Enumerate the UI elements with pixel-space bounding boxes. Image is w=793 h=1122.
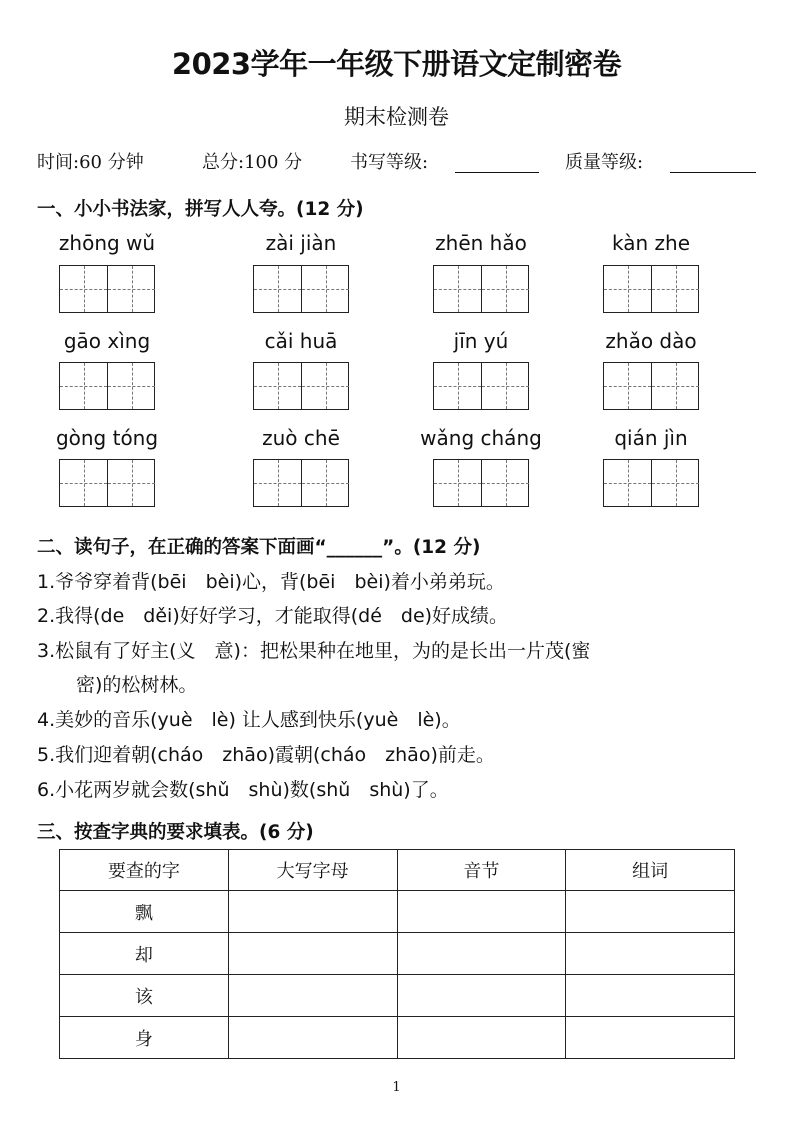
tianzige-box bbox=[603, 459, 699, 507]
quality-grade-blank[interactable] bbox=[670, 148, 756, 173]
table-row bbox=[60, 933, 735, 975]
character-writing-cell[interactable] bbox=[481, 266, 529, 312]
page-title: 2023学年一年级下册语文定制密卷 bbox=[171, 47, 622, 81]
sentence-6: 6.小花两岁就会数(shǔ shù)数(shǔ shù)了。 bbox=[37, 779, 449, 801]
section2-title: 二、读句子，在正确的答案下面画“______”。(12 分) bbox=[37, 537, 481, 558]
pinyin-label: zhēn hǎo bbox=[435, 231, 527, 255]
character-writing-cell[interactable] bbox=[301, 363, 349, 409]
character-writing-cell[interactable] bbox=[604, 266, 651, 312]
tianzige-box bbox=[433, 265, 529, 313]
table-row bbox=[60, 1017, 735, 1059]
pinyin-label: wǎng cháng bbox=[420, 426, 542, 450]
character-writing-cell[interactable] bbox=[107, 460, 155, 506]
table-row bbox=[60, 975, 735, 1017]
sentence-1: 1.爷爷穿着背(bēi bèi)心，背(bēi bèi)着小弟弟玩。 bbox=[37, 571, 505, 593]
answer-cell[interactable] bbox=[397, 891, 566, 933]
answer-cell[interactable] bbox=[566, 1017, 735, 1059]
character-writing-cell[interactable] bbox=[481, 460, 529, 506]
sentence-3-continued: 密)的松树林。 bbox=[76, 674, 198, 696]
dictionary-table bbox=[59, 849, 735, 1059]
character-writing-cell[interactable] bbox=[434, 460, 481, 506]
answer-cell[interactable] bbox=[566, 933, 735, 975]
character-writing-cell[interactable] bbox=[254, 266, 301, 312]
answer-cell[interactable] bbox=[228, 891, 397, 933]
answer-cell[interactable] bbox=[228, 975, 397, 1017]
column-header: 组词 bbox=[566, 850, 735, 891]
pinyin-label: gāo xìng bbox=[63, 329, 151, 353]
character-writing-cell[interactable] bbox=[651, 266, 699, 312]
tianzige-box bbox=[433, 459, 529, 507]
pinyin-label: zài jiàn bbox=[265, 231, 337, 255]
tianzige-box bbox=[253, 362, 349, 410]
character-writing-cell[interactable] bbox=[434, 363, 481, 409]
answer-cell[interactable] bbox=[397, 933, 566, 975]
pinyin-label: qián jìn bbox=[614, 426, 688, 450]
answer-cell[interactable] bbox=[397, 1017, 566, 1059]
tianzige-box bbox=[59, 459, 155, 507]
character-writing-cell[interactable] bbox=[301, 460, 349, 506]
section1-title: 一、小小书法家，拼写人人夸。(12 分) bbox=[37, 199, 364, 220]
page-subtitle: 期末检测卷 bbox=[344, 105, 449, 129]
answer-cell[interactable] bbox=[566, 975, 735, 1017]
sentence-3: 3.松鼠有了好主(义 意)：把松果种在地里，为的是长出一片茂(蜜 bbox=[37, 640, 591, 662]
sentence-4: 4.美妙的音乐(yuè lè) 让人感到快乐(yuè lè)。 bbox=[37, 709, 461, 731]
writing-grade-blank[interactable] bbox=[455, 148, 539, 173]
character-writing-cell[interactable] bbox=[651, 460, 699, 506]
character-cell: 该 bbox=[60, 975, 229, 1017]
character-writing-cell[interactable] bbox=[651, 363, 699, 409]
tianzige-box bbox=[603, 265, 699, 313]
tianzige-box bbox=[59, 265, 155, 313]
quality-grade-label: 质量等级: bbox=[565, 152, 644, 173]
column-header: 要查的字 bbox=[60, 850, 229, 891]
pinyin-label: zhōng wǔ bbox=[58, 231, 156, 255]
answer-cell[interactable] bbox=[228, 933, 397, 975]
answer-cell[interactable] bbox=[397, 975, 566, 1017]
character-writing-cell[interactable] bbox=[604, 363, 651, 409]
character-writing-cell[interactable] bbox=[254, 460, 301, 506]
character-writing-cell[interactable] bbox=[434, 266, 481, 312]
sentence-5: 5.我们迎着朝(cháo zhāo)霞朝(cháo zhāo)前走。 bbox=[37, 744, 495, 766]
tianzige-box bbox=[253, 265, 349, 313]
table-header-row bbox=[60, 850, 735, 891]
page-number: 1 bbox=[392, 1080, 401, 1095]
tianzige-box bbox=[253, 459, 349, 507]
character-writing-cell[interactable] bbox=[481, 363, 529, 409]
character-cell: 身 bbox=[60, 1017, 229, 1059]
tianzige-box bbox=[433, 362, 529, 410]
column-header: 音节 bbox=[397, 850, 566, 891]
character-writing-cell[interactable] bbox=[107, 266, 155, 312]
pinyin-label: gòng tóng bbox=[55, 426, 159, 450]
character-cell: 飘 bbox=[60, 891, 229, 933]
section3-title: 三、按查字典的要求填表。(6 分) bbox=[37, 822, 314, 843]
character-writing-cell[interactable] bbox=[60, 266, 107, 312]
answer-cell[interactable] bbox=[228, 1017, 397, 1059]
table-row bbox=[60, 891, 735, 933]
character-writing-cell[interactable] bbox=[254, 363, 301, 409]
answer-cell[interactable] bbox=[566, 891, 735, 933]
pinyin-label: zuò chē bbox=[262, 426, 340, 450]
character-writing-cell[interactable] bbox=[60, 363, 107, 409]
pinyin-label: cǎi huā bbox=[264, 329, 338, 353]
tianzige-box bbox=[603, 362, 699, 410]
time-label: 时间:60 分钟 bbox=[37, 152, 144, 173]
column-header: 大写字母 bbox=[228, 850, 397, 891]
pinyin-label: jīn yú bbox=[453, 329, 509, 353]
writing-grade-label: 书写等级: bbox=[350, 152, 429, 173]
character-writing-cell[interactable] bbox=[60, 460, 107, 506]
character-writing-cell[interactable] bbox=[107, 363, 155, 409]
tianzige-box bbox=[59, 362, 155, 410]
character-cell: 却 bbox=[60, 933, 229, 975]
character-writing-cell[interactable] bbox=[604, 460, 651, 506]
character-writing-cell[interactable] bbox=[301, 266, 349, 312]
score-label: 总分:100 分 bbox=[202, 152, 303, 173]
sentence-2: 2.我得(de děi)好好学习，才能取得(dé de)好成绩。 bbox=[37, 605, 509, 627]
pinyin-label: kàn zhe bbox=[612, 231, 690, 255]
pinyin-label: zhǎo dào bbox=[605, 329, 697, 353]
